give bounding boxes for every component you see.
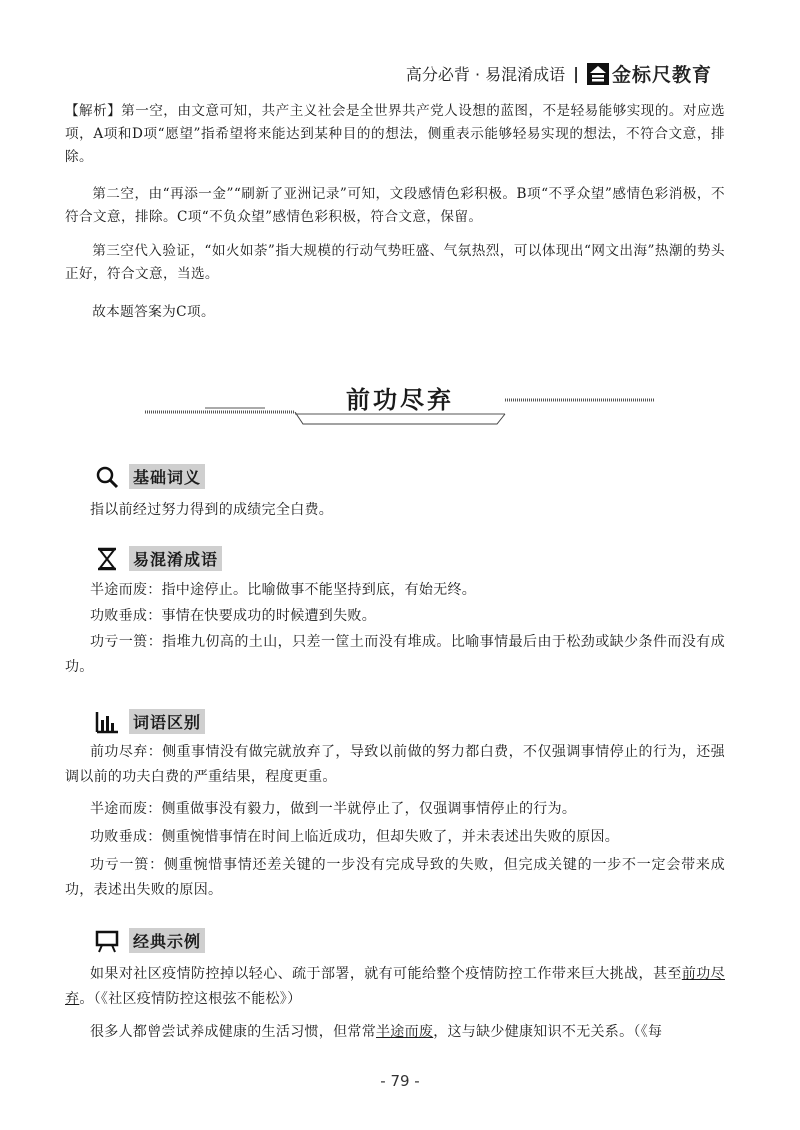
diff-item-1: 前功尽弃：侧重事情没有做完就放弃了，导致以前做的努力都白费，不仅强调事情停止的行为，还强调以前的功夫白费的严重结果，程度更重。 — [65, 744, 725, 785]
section-example-title: 经典示例 — [129, 928, 205, 953]
example-2-pre: 很多人都曾尝试养成健康的生活习惯，但常常 — [90, 1024, 376, 1040]
example-1-term: 前功尽弃 — [65, 966, 725, 1007]
example-1-pre: 如果对社区疫情防控掉以轻心、疏于部署，就有可能给整个疫情防控工作带来巨大挑战，甚至 — [90, 966, 682, 982]
idiom-title: 前功尽弃 — [346, 385, 454, 414]
section-basic-header — [95, 464, 205, 489]
idiom-title-banner — [145, 380, 655, 430]
analysis-paragraph-3: 第三空代入验证，“如火如荼”指大规模的行动气势旺盛、气氛热烈，可以体现出“网文出海”热潮的势头正好，符合文意，当选。 — [65, 243, 725, 282]
section-example-header — [95, 928, 205, 953]
example-2-post: ，这与缺少健康知识不无关系。（《每 — [433, 1024, 663, 1040]
hourglass-icon — [95, 547, 119, 571]
bar-chart-icon — [95, 710, 119, 734]
search-icon — [95, 465, 119, 489]
analysis-paragraph-2: 第二空，由“再添一金”“刷新了亚洲记录”可知，文段感情色彩积极。B项“不孚众望”感情色彩消极，不符合文意，排除。C项“不负众望”感情色彩积极，符合文意，保留。 — [65, 186, 725, 225]
page-number: - 79 - — [380, 1072, 420, 1090]
section-basic-title: 基础词义 — [129, 464, 205, 489]
header-category: 高分必背 · 易混淆成语 — [405, 65, 566, 84]
example-1-post: 。（《社区疫情防控这根弦不能松》） — [79, 991, 302, 1007]
section-diff-header — [95, 709, 205, 734]
section-diff-title: 词语区别 — [129, 709, 205, 734]
brand-name: 金标尺教育 — [611, 64, 712, 86]
page-header — [406, 60, 712, 87]
diff-item-3: 功败垂成：侧重惋惜事情在时间上临近成功，但却失败了，并未表述出失败的原因。 — [90, 829, 620, 845]
diff-item-2: 半途而废：侧重做事没有毅力，做到一半就停止了，仅强调事情停止的行为。 — [90, 801, 577, 817]
basic-meaning-text: 指以前经过努力得到的成绩完全白费。 — [90, 502, 334, 518]
confusing-item-2: 功败垂成：事情在快要成功的时候遭到失败。 — [90, 608, 376, 624]
confusing-item-1: 半途而废：指中途停止。比喻做事不能坚持到底，有始无终。 — [90, 582, 477, 598]
brand-logo-icon — [587, 63, 609, 85]
analysis-answer: 故本题答案为C项。 — [92, 304, 215, 320]
analysis-paragraph-1: 【解析】第一空，由文意可知，共产主义社会是全世界共产党人设想的蓝图，不是轻易能够实现的。对应选项，A项和D项“愿望”指希望将来能达到某种目的的想法，侧重表示能够轻易实现的想法，不符合文意，排除。 — [65, 103, 725, 165]
confusing-item-3: 功亏一篑：指堆九仞高的土山，只差一筐土而没有堆成。比喻事情最后由于松劲或缺少条件而没有成功。 — [65, 634, 725, 675]
diff-item-4: 功亏一篑：侧重惋惜事情还差关键的一步没有完成导致的失败，但完成关键的一步不一定会带来成功，表述出失败的原因。 — [65, 857, 725, 898]
section-confusing-title: 易混淆成语 — [129, 546, 222, 571]
brand — [587, 60, 712, 87]
section-confusing-header — [95, 546, 222, 571]
header-separator: | — [573, 64, 579, 83]
example-2-term: 半途而废 — [376, 1024, 434, 1040]
board-icon — [95, 929, 119, 953]
example-1 — [65, 962, 725, 1012]
example-2 — [90, 1020, 725, 1045]
